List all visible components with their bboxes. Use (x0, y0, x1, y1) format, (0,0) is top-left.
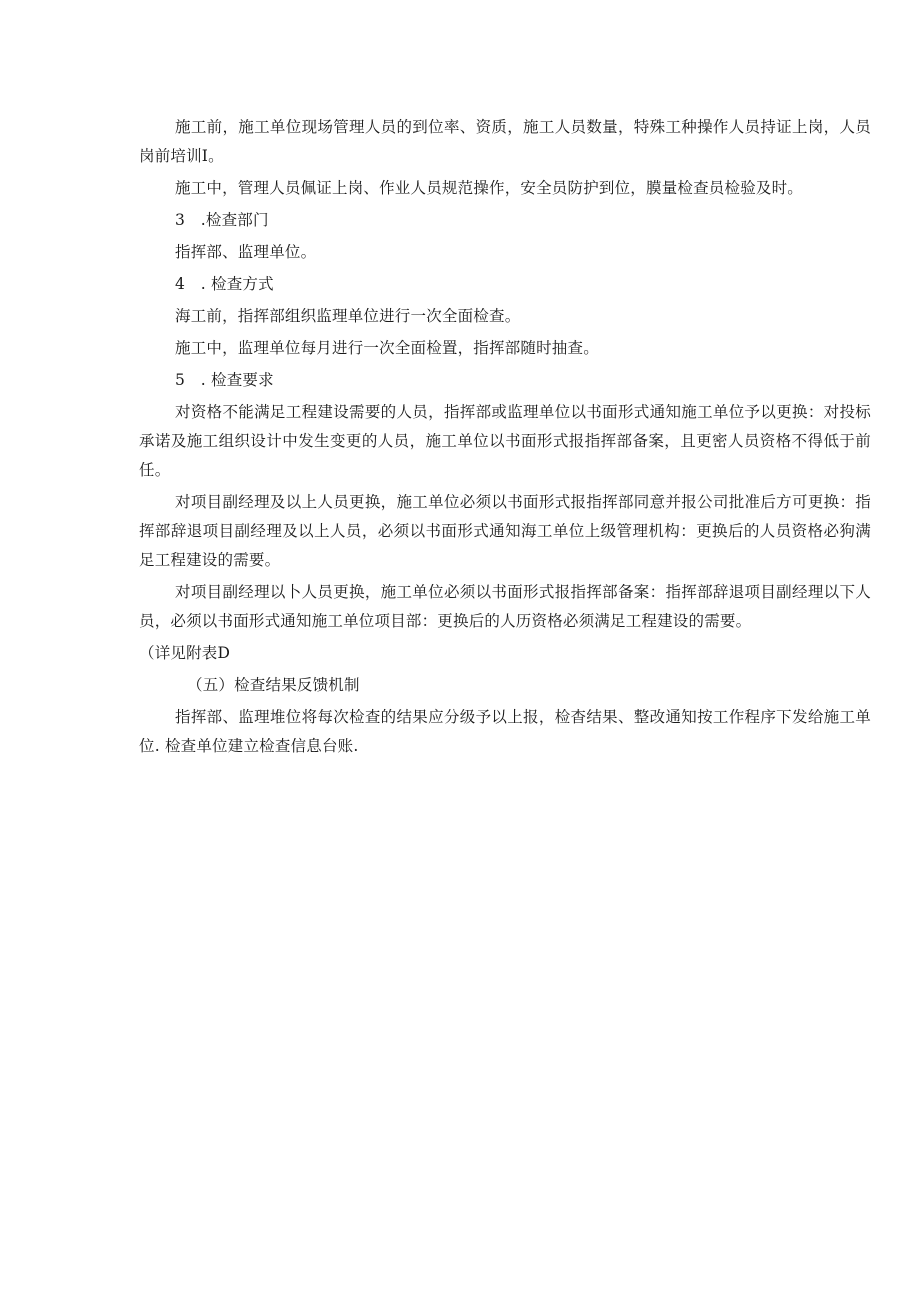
paragraph-method-during: 施工中，监理单位每月进行一次全面检置，指挥部随时抽查。 (175, 339, 599, 357)
paragraph-requirement-3: 对项目副经理以卜人员更换，施工单位必须以书面形式报指挥部备案：指挥部辞退项目副经理以下人员，必须以书面形式通知施工单位项目部：更换后的人历资格必须满足工程建设的需要。 (139, 583, 871, 630)
paragraph-see-appendix: （详见附表D (139, 644, 231, 662)
heading-inspection-requirements: 5 . 检查要求 (175, 371, 274, 389)
paragraph-during-construction: 施工中，管理人员佩证上岗、作业人员规范操作，安全员防护到位，膜量检查员检验及时。 (175, 179, 804, 197)
heading-inspection-method: 4 . 检查方式 (175, 275, 274, 293)
heading-inspection-department: 3 .检查部门 (175, 211, 269, 229)
heading-feedback-mechanism: （五）检查结果反馈机制 (187, 676, 360, 694)
paragraph-inspection-department: 指挥部、监理单位。 (175, 243, 317, 261)
document-page (139, 113, 871, 764)
paragraph-feedback: 指挥部、监理堆位将每次检查的结果应分级予以上报，检杳结果、整改通知按工作程序下发给施工单位. 检查单位建立检查信息台账. (139, 708, 871, 755)
paragraph-method-before: 海工前，指挥部组织监理单位进行一次全面检查。 (175, 307, 521, 325)
paragraph-requirement-1: 对资格不能满足工程建设需要的人员，指挥部或监理单位以书面形式通知施工单位予以更换：对投标承诺及施工组织设计中发生变更的人员，施工单位以书面形式报指挥部备案，且更密人员资格不得低于前任。 (139, 403, 871, 479)
paragraph-requirement-2: 对项目副经理及以上人员更换，施工单位必须以书面形式报指挥部同意并报公司批准后方可更换：指挥部辞退项目副经理及以上人员，必须以书面形式通知海工单位上级管理机构：更换后的人员资格必狗满足工程建设的需要。 (139, 493, 871, 569)
paragraph-pre-construction: 施工前，施工单位现场管理人员的到位率、资质，施工人员数量，特殊工种操作人员持证上岗，人员岗前培训I。 (139, 118, 871, 165)
